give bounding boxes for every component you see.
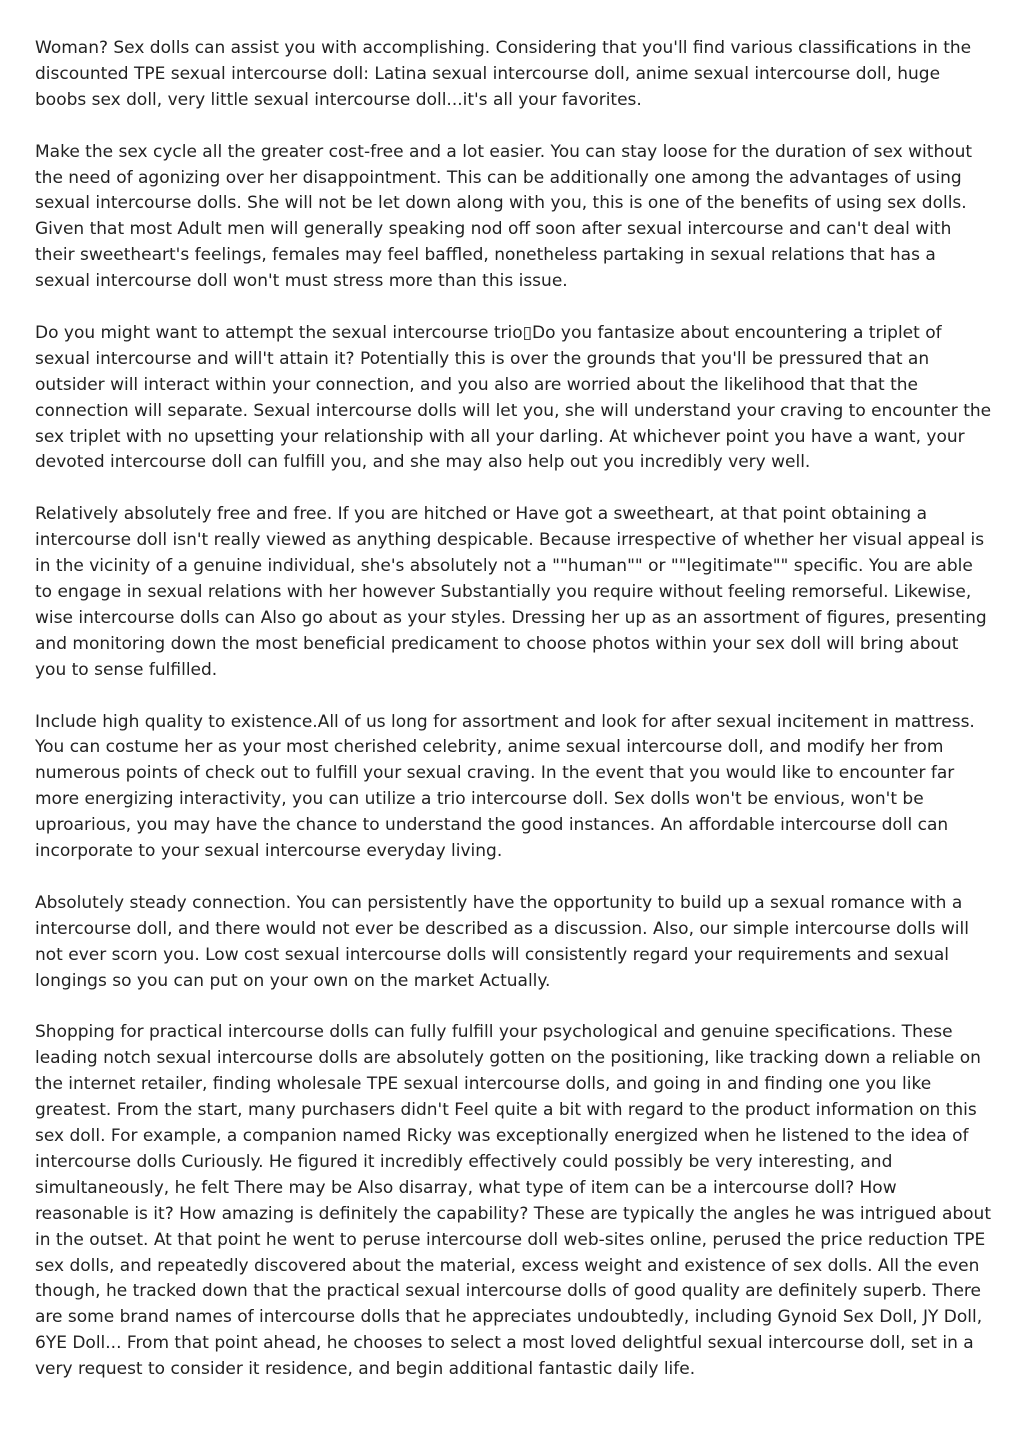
paragraph-6: Absolutely steady connection. You can persistently have the opportunity to build up a sexual romance with a intercourse doll, and there would not ever be described as a discussion. Also, our simple intercourse dolls will not ever scorn you. Low cost sexual intercourse dolls will consistently regard your requirements and sexual longings so you can put on your own on the market Actually. bbox=[35, 892, 969, 991]
paragraph-3: Do you might want to attempt the sexual intercourse trio▯Do you fantasize about encountering a triplet of sexual intercourse and will't attain it? Potentially this is over the grounds that you'll be pressured that an outsider will interact within your connection, and you also are worried about the likelihood that that the connection will separate. Sexual intercourse dolls will let you, she will understand your craving to encounter the sex triplet with no upsetting your relationship with all your darling. At whichever point you have a want, your devoted intercourse doll can fulfill you, and she may also help out you incredibly very well. bbox=[35, 322, 992, 473]
document-body bbox=[35, 36, 995, 1409]
paragraph-7: Shopping for practical intercourse dolls can fully fulfill your psychological and genuine specifications. These leading notch sexual intercourse dolls are absolutely gotten on the positioning, like tracking down a reliable on the internet retailer, finding wholesale TPE sexual intercourse dolls, and going in and finding one you like greatest. From the start, many purchasers didn't Feel quite a bit with regard to the product information on this sex doll. For example, a companion named Ricky was exceptionally energized when he listened to the idea of intercourse dolls Curiously. He figured it incredibly effectively could possibly be very interesting, and simultaneously, he felt There may be Also disarray, what type of item can be a intercourse doll? How reasonable is it? How amazing is definitely the capability? These are typically the angles he was intrigued about in the outset. At that point he went to peruse intercourse doll web-sites online, perused the price reduction TPE sex dolls, and repeatedly discovered about the material, excess weight and existence of sex dolls. All the even though, he tracked down that the practical sexual intercourse dolls of good quality are definitely superb. There are some brand names of intercourse dolls that he appreciates undoubtedly, including Gynoid Sex Doll, JY Doll, 6YE Doll... From that point ahead, he chooses to select a most loved delightful sexual intercourse doll, set in a very request to consider it residence, and begin additional fantastic daily life. bbox=[35, 1022, 992, 1380]
paragraph-5: Include high quality to existence.All of us long for assortment and look for after sexual incitement in mattress. You can costume her as your most cherished celebrity, anime sexual intercourse doll, and modify her from numerous points of check out to fulfill your sexual craving. In the event that you would like to encounter far more energizing interactivity, you can utilize a trio intercourse doll. Sex dolls won't be envious, won't be uproarious, you may have the chance to understand the good instances. An affordable intercourse doll can incorporate to your sexual intercourse everyday living. bbox=[35, 711, 975, 862]
paragraph-1: Woman? Sex dolls can assist you with accomplishing. Considering that you'll find various classifications in the discounted TPE sexual intercourse doll: Latina sexual intercourse doll, anime sexual intercourse doll, huge boobs sex doll, very little sexual intercourse doll...it's all your favorites. bbox=[35, 38, 972, 110]
paragraph-2: Make the sex cycle all the greater cost-free and a lot easier. You can stay loose for the duration of sex without the need of agonizing over her disappointment. This can be additionally one among the advantages of using sexual intercourse dolls. She will not be let down along with you, this is one of the benefits of using sex dolls. Given that most Adult men will generally speaking nod off soon after sexual intercourse and can't deal with their sweetheart's feelings, females may feel baffled, nonetheless partaking in sexual relations that has a sexual intercourse doll won't must stress more than this issue. bbox=[35, 141, 973, 292]
paragraph-4: Relatively absolutely free and free. If you are hitched or Have got a sweetheart, at that point obtaining a intercourse doll isn't really viewed as anything despicable. Because irrespective of whether her visual appeal is in the vicinity of a genuine individual, she's absolutely not a ""human"" or ""legitimate"" specific. You are able to engage in sexual relations with her however Substantially you require without feeling remorseful. Likewise, wise intercourse dolls can Also go about as your styles. Dressing her up as an assortment of figures, presenting and monitoring down the most beneficial predicament to choose photos within your sex doll will bring about you to sense fulfilled. bbox=[35, 504, 987, 680]
